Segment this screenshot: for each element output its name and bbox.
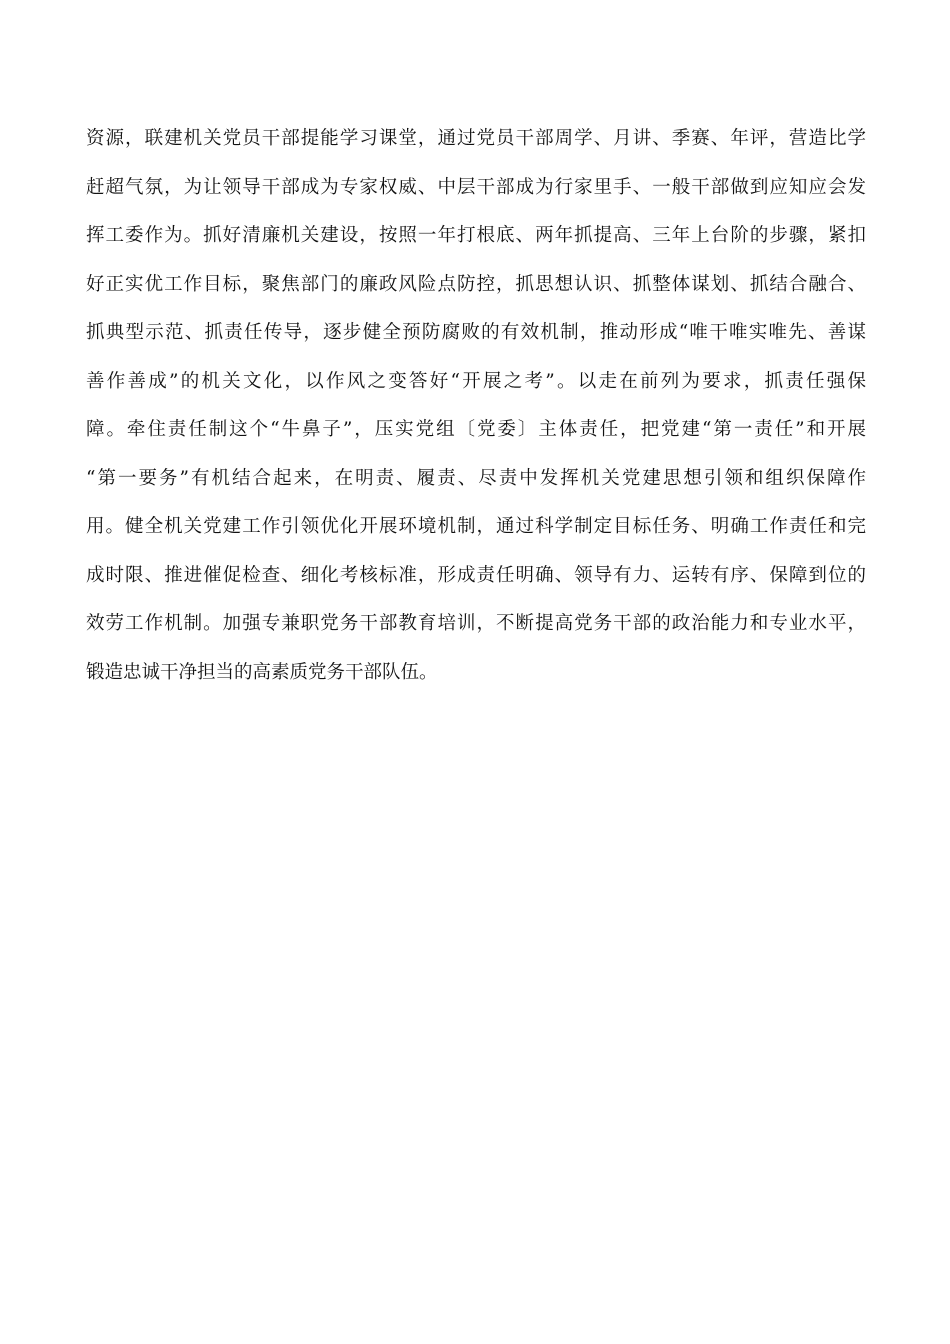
text-line: 成时限、推进催促检查、细化考核标准，形成责任明确、领导有力、运转有序、保障到位的	[86, 564, 866, 586]
text-line: 用。健全机关党建工作引领优化开展环境机制，通过科学制定目标任务、明确工作责任和完	[86, 516, 866, 537]
text-line: 好正实优工作目标，聚焦部门的廉政风险点防控，抓思想认识、抓整体谋划、抓结合融合、	[86, 273, 866, 295]
text-line: 资源，联建机关党员干部提能学习课堂，通过党员干部周学、月讲、季赛、年评，营造比学	[86, 128, 866, 149]
text-line: 锻造忠诚干净担当的高素质党务干部队伍。	[86, 661, 438, 683]
text-line: 挥工委作为。抓好清廉机关建设，按照一年打根底、两年抓提高、三年上台阶的步骤，紧扣	[86, 225, 866, 246]
body-paragraph	[86, 117, 866, 699]
text-line: “第一要务”有机结合起来，在明责、履责、尽责中发挥机关党建思想引领和组织保障作	[86, 467, 866, 489]
text-line: 赶超气氛，为让领导干部成为专家权威、中层干部成为行家里手、一般干部做到应知应会发	[86, 176, 866, 198]
text-line: 障。牵住责任制这个“牛鼻子”，压实党组〔党委〕主体责任，把党建“第一责任”和开展	[86, 419, 866, 440]
text-line: 善作善成”的机关文化，以作风之变答好“开展之考”。以走在前列为要求，抓责任强保	[86, 370, 866, 392]
text-line: 效劳工作机制。加强专兼职党务干部教育培训，不断提高党务干部的政治能力和专业水平，	[86, 613, 866, 634]
text-line: 抓典型示范、抓责任传导，逐步健全预防腐败的有效机制，推动形成“唯干唯实唯先、善谋	[86, 322, 866, 343]
